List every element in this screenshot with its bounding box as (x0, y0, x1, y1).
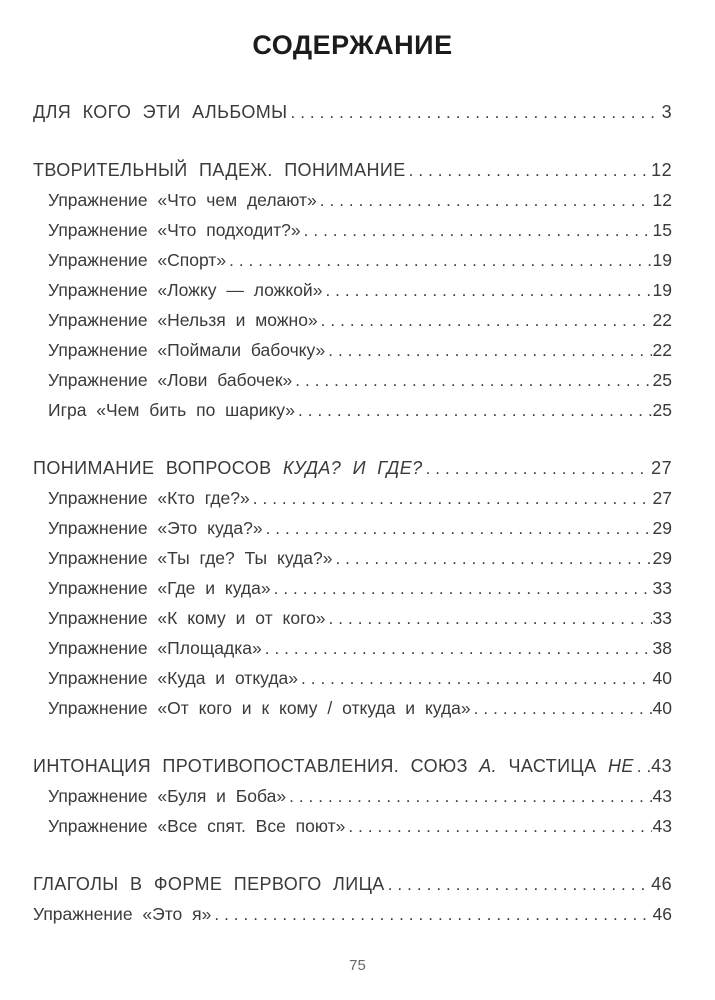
dot-leader (229, 250, 651, 271)
table-of-contents (33, 102, 672, 934)
dot-leader (426, 458, 651, 479)
toc-entry-page-number: 38 (652, 638, 672, 658)
toc-item-row (33, 488, 672, 518)
toc-entry-label: Упражнение «К кому и от кого» (48, 608, 326, 628)
toc-entry-page-number: 46 (651, 874, 672, 894)
toc-section-row (33, 874, 672, 904)
toc-entry-label: Упражнение «Нельзя и можно» (48, 310, 318, 330)
toc-item-row (33, 400, 672, 430)
toc-entry-page-number: 19 (652, 250, 672, 270)
toc-entry-page-number: 27 (652, 488, 672, 508)
toc-item-row (33, 250, 672, 280)
toc-entry-label: ТВОРИТЕЛЬНЫЙ ПАДЕЖ. ПОНИМАНИЕ (33, 160, 406, 180)
toc-entry-page-number: 46 (652, 904, 672, 924)
toc-entry-label: Упражнение «Спорт» (48, 250, 227, 270)
dot-leader (265, 638, 652, 659)
dot-leader (348, 816, 651, 837)
dot-leader (329, 608, 652, 629)
toc-entry-page-number: 22 (652, 310, 672, 330)
toc-entry-page-number: 43 (651, 756, 672, 776)
toc-entry-label: Упражнение «Лови бабочек» (48, 370, 293, 390)
dot-leader (409, 160, 651, 181)
toc-entry-label: Упражнение «Что подходит?» (48, 220, 301, 240)
toc-entry-label: ПОНИМАНИЕ ВОПРОСОВ КУДА? И ГДЕ? (33, 458, 423, 478)
toc-entry-page-number: 19 (652, 280, 672, 300)
toc-entry-label: Упражнение «Ты где? Ты куда?» (48, 548, 333, 568)
toc-entry-page-number: 25 (652, 370, 672, 390)
toc-entry-label: Игра «Чем бить по шарику» (48, 400, 295, 420)
toc-entry-label: Упражнение «Ложку — ложкой» (48, 280, 323, 300)
toc-item-row (33, 816, 672, 846)
toc-entry-label: Упражнение «Кто где?» (48, 488, 250, 508)
dot-leader (274, 578, 652, 599)
toc-item-row (33, 280, 672, 310)
toc-entry-page-number: 3 (661, 102, 672, 122)
toc-entry-label: Упражнение «Где и куда» (48, 578, 271, 598)
toc-entry-page-number: 43 (652, 816, 672, 836)
toc-entry-page-number: 22 (652, 340, 672, 360)
toc-item-row (33, 786, 672, 816)
toc-section-row (33, 458, 672, 488)
toc-entry-page-number: 12 (651, 160, 672, 180)
toc-item-row (33, 904, 672, 934)
page-number-folio: 75 (349, 957, 366, 974)
toc-item-row (33, 638, 672, 668)
dot-leader (253, 488, 652, 509)
toc-entry-label: ИНТОНАЦИЯ ПРОТИВОПОСТАВЛЕНИЯ. СОЮЗ А. ЧАСТИЦА НЕ (33, 756, 634, 776)
toc-item-row (33, 608, 672, 638)
toc-entry-label: Упражнение «Поймали бабочку» (48, 340, 326, 360)
dot-leader (320, 190, 652, 211)
toc-entry-label: Упражнение «Буля и Боба» (48, 786, 287, 806)
toc-entry-page-number: 12 (652, 190, 672, 210)
toc-entry-page-number: 27 (651, 458, 672, 478)
dot-leader (298, 400, 652, 421)
dot-leader (325, 280, 651, 301)
toc-entry-label: Упражнение «Все спят. Все поют» (48, 816, 346, 836)
dot-leader (637, 756, 650, 777)
toc-entry-page-number: 40 (652, 668, 672, 688)
toc-item-row (33, 340, 672, 370)
dot-leader (335, 548, 651, 569)
toc-entry-label: Упражнение «Это куда?» (48, 518, 263, 538)
toc-entry-label: Упражнение «Что чем делают» (48, 190, 317, 210)
dot-leader (304, 220, 652, 241)
toc-entry-label: ГЛАГОЛЫ В ФОРМЕ ПЕРВОГО ЛИЦА (33, 874, 385, 894)
toc-entry-page-number: 15 (652, 220, 672, 240)
toc-entry-page-number: 25 (652, 400, 672, 420)
page-title: СОДЕРЖАНИЕ (252, 30, 453, 60)
toc-entry-label: Упражнение «Площадка» (48, 638, 262, 658)
dot-leader (214, 904, 651, 925)
dot-leader (474, 698, 652, 719)
toc-entry-page-number: 29 (652, 548, 672, 568)
dot-leader (388, 874, 650, 895)
toc-entry-label: Упражнение «Это я» (33, 904, 212, 924)
toc-item-row (33, 518, 672, 548)
dot-leader (321, 310, 652, 331)
toc-entry-page-number: 33 (652, 578, 672, 598)
toc-entry-page-number: 43 (652, 786, 672, 806)
toc-item-row (33, 310, 672, 340)
toc-section-row (33, 102, 672, 132)
toc-entry-page-number: 33 (652, 608, 672, 628)
toc-item-row (33, 668, 672, 698)
toc-item-row (33, 548, 672, 578)
toc-entry-label: Упражнение «От кого и к кому / откуда и куда» (48, 698, 471, 718)
toc-entry-page-number: 40 (652, 698, 672, 718)
dot-leader (295, 370, 651, 391)
toc-item-row (33, 220, 672, 250)
dot-leader (301, 668, 652, 689)
toc-item-row (33, 190, 672, 220)
dot-leader (266, 518, 652, 539)
toc-section-row (33, 160, 672, 190)
dot-leader (290, 102, 660, 123)
toc-entry-label: ДЛЯ КОГО ЭТИ АЛЬБОМЫ (33, 102, 288, 122)
toc-item-row (33, 578, 672, 608)
toc-section-row (33, 756, 672, 786)
toc-entry-page-number: 29 (652, 518, 672, 538)
toc-item-row (33, 370, 672, 400)
toc-entry-label: Упражнение «Куда и откуда» (48, 668, 299, 688)
toc-item-row (33, 698, 672, 728)
dot-leader (289, 786, 651, 807)
dot-leader (328, 340, 651, 361)
